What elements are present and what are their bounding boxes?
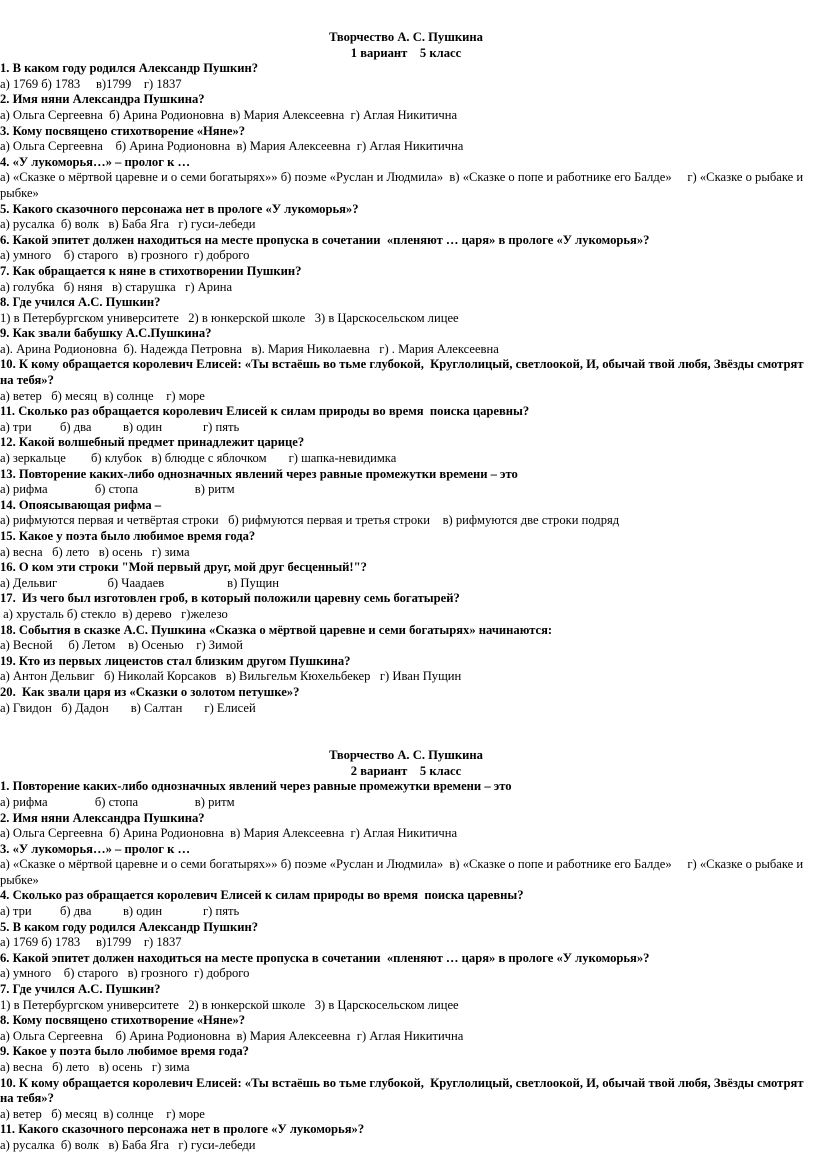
question: 4. Сколько раз обращается королевич Елисей к силам природы во время поиска царевны? <box>0 888 524 903</box>
question: 15. Какое у поэта было любимое время года? <box>0 529 256 543</box>
answer-options: а) 1769 б) 1783 в)1799 г) 1837 <box>0 76 182 91</box>
answer-options: а) Гвидон б) Дадон в) Салтан г) Елисей <box>0 700 256 715</box>
question: 4. «У лукоморья…» – пролог к … <box>0 154 191 169</box>
answer-options: 1) в Петербургском университете 2) в юнкерской школе 3) в Царскосельском лицее <box>0 310 459 325</box>
variant-1 <box>0 30 812 716</box>
question: 12. Какой волшебный предмет принадлежит царице? <box>0 435 305 450</box>
variant-2 <box>0 748 812 1153</box>
answer-options: а) Ольга Сергеевна б) Арина Родионовна в) Мария Алексеевна г) Аглая Никитична <box>0 139 464 154</box>
variant-1-title: Творчество А. С. Пушкина <box>329 30 483 44</box>
answer-options: а) Дельвиг б) Чаадаев в) Пущин <box>0 575 279 590</box>
answer-options: а) Ольга Сергеевна б) Арина Родионовна в) Мария Алексеевна г) Аглая Никитична <box>0 107 458 122</box>
answer-options: а) русалка б) волк в) Баба Яга г) гуси-лебеди <box>0 1137 256 1152</box>
question: 5. В каком году родился Александр Пушкин? <box>0 919 259 934</box>
question: 6. Какой эпитет должен находиться на месте пропуска в сочетании «пленяют … царя» в прологе «У лукоморья»? <box>0 232 650 247</box>
variant-1-questions <box>0 61 812 716</box>
answer-options: а) Ольга Сергеевна б) Арина Родионовна в) Мария Алексеевна г) Аглая Никитична <box>0 826 458 841</box>
question: 9. Какое у поэта было любимое время года? <box>0 1044 249 1059</box>
answer-options: а). Арина Родионовна б). Надежда Петровна в). Мария Николаевна г) . Мария Алексеевна <box>0 341 499 356</box>
question: 7. Где учился А.С. Пушкин? <box>0 982 161 997</box>
question: 3. Кому посвящено стихотворение «Няне»? <box>0 123 246 138</box>
question: 7. Как обращается к няне в стихотворении Пушкин? <box>0 263 302 278</box>
answer-options: а) Антон Дельвиг б) Николай Корсаков в) Вильгельм Кюхельбекер г) Иван Пущин <box>0 669 462 684</box>
question: 10. К кому обращается королевич Елисей: «Ты встаёшь во тьме глубокой, Круглолицый, светлоокой, И, обычай твой любя, Звёзды смотрят на тебя»? <box>0 357 807 388</box>
question: 18. События в сказке А.С. Пушкина «Сказка о мёртвой царевне и семи богатырях» начинаются: <box>0 622 553 637</box>
question: 8. Где учился А.С. Пушкин? <box>0 295 161 310</box>
question: 2. Имя няни Александра Пушкина? <box>0 810 205 825</box>
question: 9. Как звали бабушку А.С.Пушкина? <box>0 326 212 341</box>
answer-options: а) «Сказке о мёртвой царевне и о семи богатырях»» б) поэме «Руслан и Людмила» в) «Сказке о попе и работнике его Балде» г) «Сказке о рыбаке и рыбке» <box>0 170 807 200</box>
answer-options: а) рифма б) стопа в) ритм <box>0 482 235 497</box>
answer-options: а) хрусталь б) стекло в) дерево г)железо <box>0 606 228 621</box>
answer-options: а) русалка б) волк в) Баба Яга г) гуси-лебеди <box>0 217 256 232</box>
variant-2-subtitle: 2 вариант 5 класс <box>350 763 462 778</box>
question: 13. Повторение каких-либо однозначных явлений через равные промежутки времени – это <box>0 466 518 481</box>
question: 17. Из чего был изготовлен гроб, в который положили царевну семь богатырей? <box>0 591 460 606</box>
variant-1-subtitle: 1 вариант 5 класс <box>350 45 462 60</box>
question: 16. О ком эти строки "Мой первый друг, мой друг бесценный!"? <box>0 560 367 575</box>
question: 19. Кто из первых лицеистов стал близким другом Пушкина? <box>0 653 351 668</box>
variant-2-title: Творчество А. С. Пушкина <box>329 748 483 763</box>
question: 14. Опоясывающая рифма – <box>0 497 162 512</box>
answer-options: а) три б) два в) один г) пять <box>0 419 240 434</box>
answer-options: а) рифма б) стопа в) ритм <box>0 794 235 809</box>
question: 20. Как звали царя из «Сказки о золотом петушке»? <box>0 684 300 699</box>
question: 3. «У лукоморья…» – пролог к … <box>0 841 191 856</box>
answer-options: а) умного б) старого в) грозного г) доброго <box>0 966 250 981</box>
answer-options: а) три б) два в) один г) пять <box>0 904 240 919</box>
answer-options: а) весна б) лето в) осень г) зима <box>0 1060 190 1074</box>
answer-options: а) зеркальце б) клубок в) блюдце с яблочком г) шапка-невидимка <box>0 451 397 466</box>
question: 10. К кому обращается королевич Елисей: «Ты встаёшь во тьме глубокой, Круглолицый, светлоокой, И, обычай твой любя, Звёзды смотрят на тебя»? <box>0 1075 807 1106</box>
answer-options: а) рифмуются первая и четвёртая строки б) рифмуются первая и третья строки в) рифмуются две строки подряд <box>0 513 620 528</box>
answer-options: 1) в Петербургском университете 2) в юнкерской школе 3) в Царскосельском лицее <box>0 997 459 1012</box>
answer-options: а) умного б) старого в) грозного г) доброго <box>0 248 250 263</box>
answer-options: а) Весной б) Летом в) Осенью г) Зимой <box>0 638 243 653</box>
question: 1. В каком году родился Александр Пушкин? <box>0 61 259 76</box>
answer-options: а) ветер б) месяц в) солнце г) море <box>0 1106 205 1121</box>
question: 11. Какого сказочного персонажа нет в прологе «У лукоморья»? <box>0 1122 365 1137</box>
question: 8. Кому посвящено стихотворение «Няне»? <box>0 1013 246 1028</box>
answer-options: а) весна б) лето в) осень г) зима <box>0 544 190 559</box>
question: 5. Какого сказочного персонажа нет в прологе «У лукоморья»? <box>0 201 359 216</box>
question: 11. Сколько раз обращается королевич Елисей к силам природы во время поиска царевны? <box>0 404 530 419</box>
variant-2-questions <box>0 779 812 1153</box>
question: 6. Какой эпитет должен находиться на месте пропуска в сочетании «пленяют … царя» в прологе «У лукоморья»? <box>0 950 650 965</box>
question: 1. Повторение каких-либо однозначных явлений через равные промежутки времени – это <box>0 779 512 794</box>
document <box>0 30 812 1154</box>
answer-options: а) голубка б) няня в) старушка г) Арина <box>0 279 233 294</box>
answer-options: а) «Сказке о мёртвой царевне и о семи богатырях»» б) поэме «Руслан и Людмила» в) «Сказке о попе и работнике его Балде» г) «Сказке о рыбаке и рыбке» <box>0 857 807 887</box>
answer-options: а) ветер б) месяц в) солнце г) море <box>0 388 205 403</box>
answer-options: а) 1769 б) 1783 в)1799 г) 1837 <box>0 935 182 950</box>
question: 2. Имя няни Александра Пушкина? <box>0 92 205 107</box>
answer-options: а) Ольга Сергеевна б) Арина Родионовна в) Мария Алексеевна г) Аглая Никитична <box>0 1028 464 1043</box>
